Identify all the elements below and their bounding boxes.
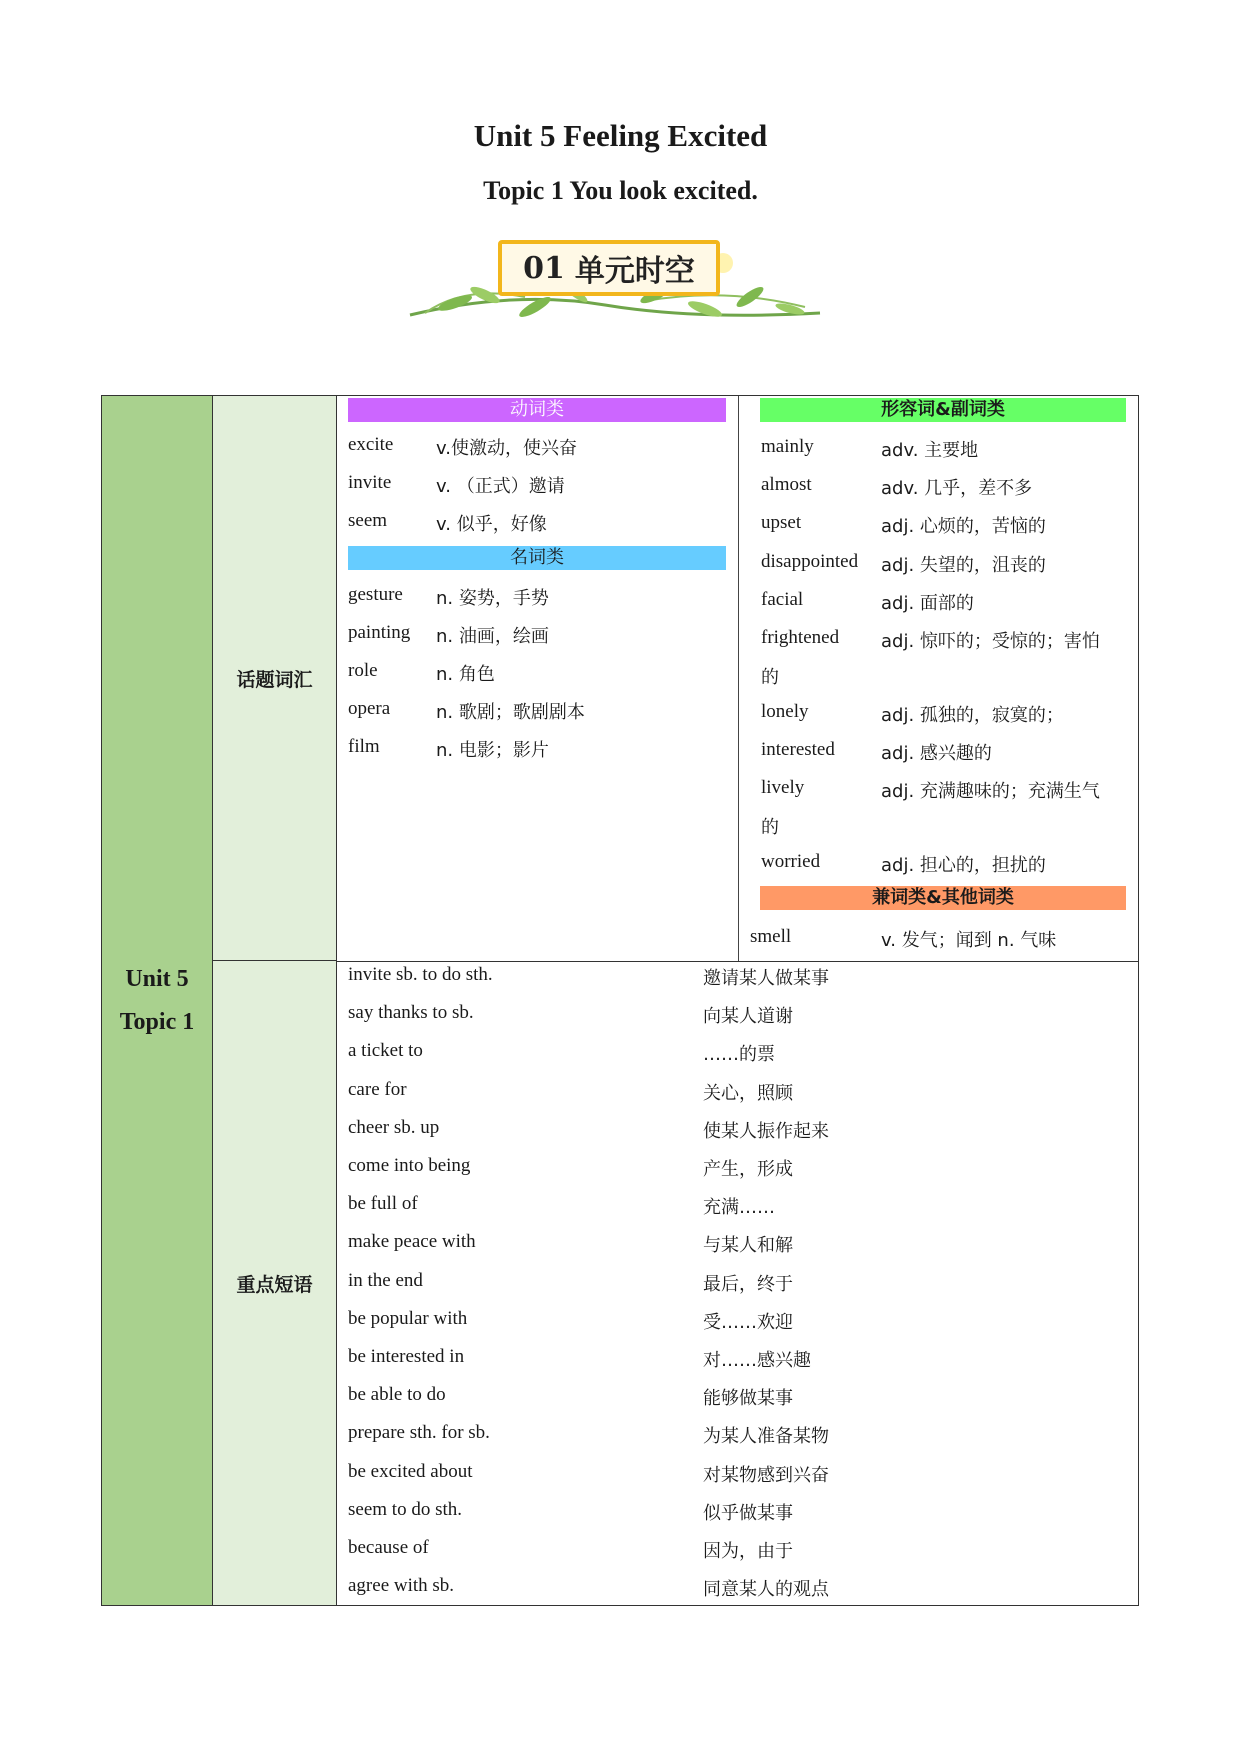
adj-item-en: lively <box>761 777 805 798</box>
adj-item-cn: adj. 失望的，沮丧的 <box>881 555 1046 576</box>
adj-item-cn: adj. 充满趣味的；充满生气 <box>881 781 1100 802</box>
adj-item-en: disappointed <box>761 551 859 572</box>
verb-item-en: seem <box>348 510 388 531</box>
phrase-item-cn: 向某人道谢 <box>703 1006 793 1028</box>
phrase-item-en: seem to do sth. <box>348 1498 462 1520</box>
adj-item-en: almost <box>761 474 812 495</box>
adj-item-en: worried <box>761 851 821 872</box>
adj-item-cn: adj. 面部的 <box>881 593 974 614</box>
others-header: 兼词类&其他词类 <box>760 886 1126 910</box>
phrase-item-cn: 使某人振作起来 <box>703 1120 829 1142</box>
banner-label: 单元时空 <box>574 254 695 289</box>
phrase-item-cn: 对……感兴趣 <box>703 1350 811 1371</box>
noun-item-cn: n. 角色 <box>436 664 495 685</box>
noun-item-en: gesture <box>348 584 403 605</box>
noun-item-cn: n. 姿势，手势 <box>436 588 549 609</box>
topic-label: Topic 1 <box>119 1008 195 1035</box>
phrase-item-en: prepare sth. for sb. <box>348 1422 490 1444</box>
phrase-item-en: be excited about <box>348 1460 473 1482</box>
category-phrases: 重点短语 <box>213 961 337 1605</box>
adj-item-en: frightened <box>761 627 840 648</box>
phrase-item-en: be interested in <box>348 1346 465 1367</box>
verb-item-cn: v. （正式）邀请 <box>436 476 565 497</box>
adj-item-cn-cont: 的 <box>761 667 779 688</box>
nouns-header: 名词类 <box>348 546 726 570</box>
phrase-item-cn: 为某人准备某物 <box>703 1426 829 1448</box>
other-item-en: smell <box>750 926 792 947</box>
other-item-cn: v. 发气；闻到 n. 气味 <box>881 930 1057 951</box>
phrase-item-en: invite sb. to do sth. <box>348 964 493 985</box>
phrase-item-cn: 受……欢迎 <box>703 1311 793 1333</box>
phrase-item-en: cheer sb. up <box>348 1116 440 1138</box>
adj-item-en: facial <box>761 589 804 610</box>
noun-item-en: opera <box>348 698 391 719</box>
adj-item-cn: adj. 惊吓的；受惊的；害怕 <box>881 631 1100 652</box>
phrase-item-cn: 对某物感到兴奋 <box>703 1464 829 1486</box>
verb-item-en: invite <box>348 472 392 493</box>
banner-box <box>498 240 720 296</box>
phrase-item-en: be popular with <box>348 1307 468 1329</box>
page-subtitle: Topic 1 You look excited. <box>483 176 758 205</box>
adj-item-en: lonely <box>761 701 809 722</box>
phrase-item-cn: 邀请某人做某事 <box>703 968 829 989</box>
noun-item-cn: n. 油画，绘画 <box>436 626 549 647</box>
phrase-item-cn: 同意某人的观点 <box>703 1579 829 1601</box>
phrase-item-en: say thanks to sb. <box>348 1002 474 1024</box>
phrase-item-en: be full of <box>348 1193 418 1215</box>
phrase-item-en: come into being <box>348 1155 471 1176</box>
phrase-item-en: be able to do <box>348 1384 446 1406</box>
unit-label: Unit 5 <box>125 965 189 992</box>
noun-item-en: role <box>348 660 378 681</box>
phrase-item-cn: 与某人和解 <box>703 1235 793 1257</box>
phrase-item-cn: 最后，终于 <box>703 1273 793 1295</box>
phrase-item-en: in the end <box>348 1269 423 1291</box>
phrase-item-en: make peace with <box>348 1231 476 1253</box>
phrase-item-cn: 能够做某事 <box>703 1388 793 1410</box>
phrase-item-cn: ……的票 <box>703 1044 775 1066</box>
unit-column <box>102 396 213 1605</box>
adj-item-en: interested <box>761 739 835 760</box>
noun-item-en: film <box>348 736 380 757</box>
adj-item-en: upset <box>761 512 802 533</box>
adj-item-cn: adj. 担心的，担扰的 <box>881 855 1046 876</box>
adj-item-cn: adj. 心烦的，苦恼的 <box>881 516 1046 537</box>
adjs-header: 形容词&副词类 <box>760 398 1126 422</box>
phrase-item-cn: 因为，由于 <box>703 1541 793 1562</box>
phrase-item-cn: 产生，形成 <box>703 1159 793 1180</box>
noun-item-en: painting <box>348 622 411 643</box>
banner-number: 01 <box>523 250 565 286</box>
adj-item-cn: adj. 感兴趣的 <box>881 743 992 764</box>
phrase-item-en: because of <box>348 1537 429 1558</box>
phrase-item-en: a ticket to <box>348 1040 423 1062</box>
verb-item-en: excite <box>348 434 394 455</box>
verb-item-cn: v. 似乎，好像 <box>436 514 547 535</box>
vocab-table <box>101 395 1139 1606</box>
adj-item-en: mainly <box>761 436 814 457</box>
row-divider <box>337 961 1138 962</box>
page-title: Unit 5 Feeling Excited <box>473 118 768 153</box>
phrase-item-en: care for <box>348 1078 407 1100</box>
category-vocab: 话题词汇 <box>213 396 337 961</box>
adj-item-cn-cont: 的 <box>761 817 779 838</box>
adj-item-cn: adj. 孤独的，寂寞的； <box>881 705 1064 726</box>
adj-item-cn: adv. 主要地 <box>881 440 979 461</box>
phrase-item-cn: 充满…… <box>703 1197 775 1219</box>
noun-item-cn: n. 电影；影片 <box>436 740 549 761</box>
noun-item-cn: n. 歌剧；歌剧剧本 <box>436 702 585 723</box>
phrase-item-cn: 似乎做某事 <box>703 1502 793 1524</box>
adj-item-cn: adv. 几乎，差不多 <box>881 478 1033 499</box>
phrase-item-cn: 关心，照顾 <box>703 1082 793 1104</box>
section-banner <box>405 235 825 335</box>
column-divider <box>738 396 739 961</box>
verbs-header: 动词类 <box>348 398 726 422</box>
phrase-item-en: agree with sb. <box>348 1575 455 1597</box>
verb-item-cn: v.使激动，使兴奋 <box>436 438 577 459</box>
